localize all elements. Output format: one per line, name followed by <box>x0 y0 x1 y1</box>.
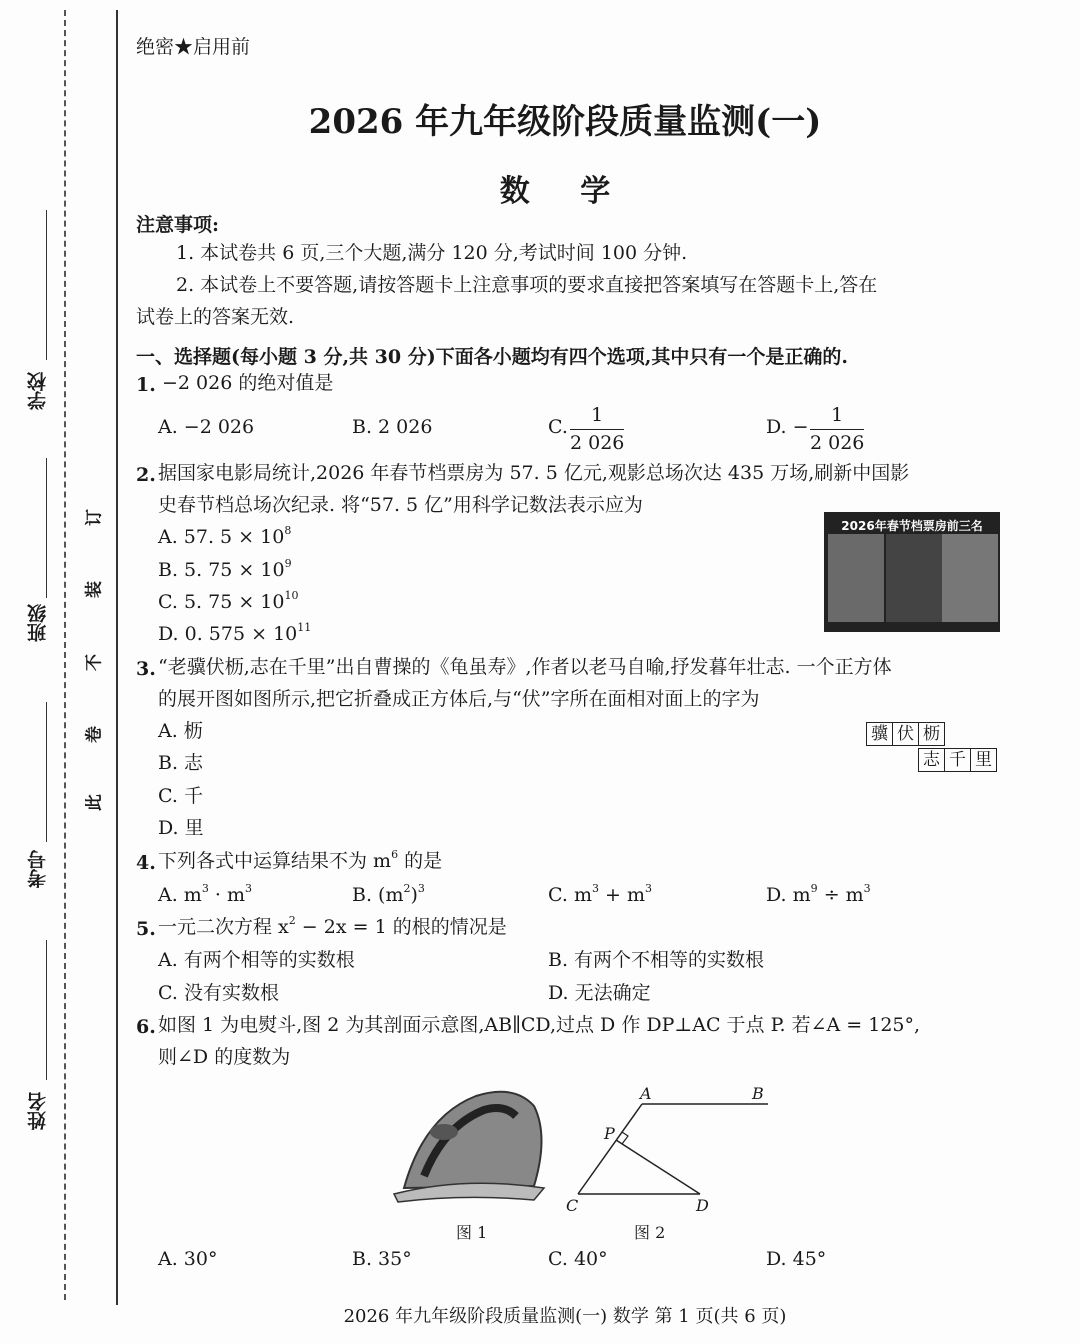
point-label-b: B <box>752 1084 764 1103</box>
point-label-c: C <box>566 1196 579 1215</box>
geometry-figure <box>560 1080 780 1215</box>
name-label: 姓名 <box>27 1092 49 1130</box>
option-d: D. 无法确定 <box>548 982 651 1004</box>
option-b: B. $(m^2)^3$ <box>352 882 425 906</box>
seal-char: 不 <box>84 654 105 671</box>
denominator: 2 026 <box>810 432 865 454</box>
figure-caption: 图 2 <box>634 1223 666 1242</box>
class-blank <box>46 458 47 598</box>
option-b: B. 志 <box>158 752 204 774</box>
exam-no-blank <box>46 702 47 842</box>
option-c: C. $m^3 + m^3$ <box>548 882 652 906</box>
note-item: 1. 本试卷共 6 页,三个大题,满分 120 分,考试时间 100 分钟. <box>176 242 688 264</box>
option-c: C. 5. $75 \times 10^{10}$ <box>158 589 299 613</box>
net-cell: 里 <box>970 748 997 772</box>
movie-poster <box>942 534 998 622</box>
question-stem: 据国家电影局统计,2026 年春节档票房为 57. 5 亿元,观影总场次达 435 万场,刷新中国影 <box>158 462 910 484</box>
school-label: 学校 <box>27 372 49 410</box>
point-label-a: A <box>640 1084 652 1103</box>
figure-caption: 图 1 <box>456 1223 488 1242</box>
question-stem: 下列各式中运算结果不为 $m^6$ 的是 <box>158 848 443 872</box>
question-number: 2. <box>136 464 156 486</box>
question-stem: 史春节档总场次纪录. 将“57. 5 亿”用科学记数法表示应为 <box>158 494 643 516</box>
option-d: D. − <box>766 416 809 438</box>
seal-char: 卷 <box>84 726 105 743</box>
option-d: D. $m^9 \div m^3$ <box>766 882 871 906</box>
net-cell: 志 <box>918 748 945 772</box>
question-number: 6. <box>136 1016 156 1038</box>
page-footer: 2026 年九年级阶段质量监测(一) 数学 第 1 页(共 6 页) <box>343 1306 787 1327</box>
option-a: A. 枥 <box>158 720 203 742</box>
note-item: 试卷上的答案无效. <box>136 306 295 328</box>
fraction <box>810 406 864 453</box>
option-a: A. 57. $5 \times 10^8$ <box>158 524 292 548</box>
option-c: C. 40° <box>548 1248 608 1270</box>
question-stem: −2 026 的绝对值是 <box>162 372 334 394</box>
name-blank <box>46 940 47 1080</box>
net-cell: 伏 <box>892 722 919 746</box>
option-d: D. 0. $575 \times 10^{11}$ <box>158 621 312 645</box>
exam-no-label: 考号 <box>27 850 49 888</box>
denominator: 2 026 <box>570 432 625 454</box>
net-cell: 千 <box>944 748 971 772</box>
option-b: B. 5. $75 \times 10^9$ <box>158 557 292 581</box>
question-number: 3. <box>136 658 156 680</box>
class-label: 班级 <box>27 604 49 642</box>
net-cell: 枥 <box>918 722 945 746</box>
option-b: B. 有两个不相等的实数根 <box>548 949 765 971</box>
fraction <box>570 406 624 453</box>
note-item: 2. 本试卷上不要答题,请按答题卡上注意事项的要求直接把答案填写在答题卡上,答在 <box>176 274 878 296</box>
option-a: A. 有两个相等的实数根 <box>158 949 355 971</box>
point-label-d: D <box>696 1196 709 1215</box>
question-number: 5. <box>136 918 156 940</box>
question-stem: “老骥伏枥,志在千里”出自曹操的《龟虽寿》,作者以老马自喻,抒发暮年壮志. 一个正方体 <box>158 656 892 678</box>
movie-poster <box>886 534 942 622</box>
net-cell: 骥 <box>866 722 893 746</box>
option-a: A. 30° <box>158 1248 218 1270</box>
seal-char: 装 <box>84 581 105 598</box>
question-number: 1. <box>136 374 156 396</box>
option-c: C. <box>548 416 568 438</box>
exam-title: 2026 年九年级阶段质量监测(一) <box>308 102 822 142</box>
option-a: A. $m^3 \cdot m^3$ <box>158 882 252 906</box>
seal-char: 订 <box>84 509 105 526</box>
school-blank <box>46 210 47 360</box>
question-stem: 一元二次方程 $x^2 - 2x = 1$ 的根的情况是 <box>158 914 507 938</box>
notes-heading: 注意事项: <box>136 214 220 236</box>
option-d: D. 里 <box>158 817 204 839</box>
movie-poster <box>828 534 884 622</box>
secret-label: 绝密★启用前 <box>136 36 251 58</box>
option-b: B. 35° <box>352 1248 412 1270</box>
option-d: D. 45° <box>766 1248 827 1270</box>
image-title: 2026年春节档票房前三名 <box>841 519 983 533</box>
section-heading: 一、选择题(每小题 3 分,共 30 分)下面各小题均有四个选项,其中只有一个是正确的. <box>136 346 848 368</box>
option-a: A. −2 026 <box>158 416 255 438</box>
numerator: 1 <box>570 406 624 430</box>
option-c: C. 千 <box>158 785 203 807</box>
seal-char: 此 <box>84 794 105 811</box>
option-b: B. 2 026 <box>352 416 433 438</box>
question-number: 4. <box>136 852 156 874</box>
subject-title: 数 学 <box>499 174 631 209</box>
question-stem: 则∠D 的度数为 <box>158 1046 291 1068</box>
question-stem: 的展开图如图所示,把它折叠成正方体后,与“伏”字所在面相对面上的字为 <box>158 688 760 710</box>
point-label-p: P <box>604 1124 615 1143</box>
option-c: C. 没有实数根 <box>158 982 279 1004</box>
numerator: 1 <box>810 406 864 430</box>
question-stem: 如图 1 为电熨斗,图 2 为其剖面示意图,AB∥CD,过点 D 作 DP⊥AC 于点 P. 若∠A = 125°, <box>158 1014 921 1036</box>
iron-figure <box>384 1076 554 1208</box>
